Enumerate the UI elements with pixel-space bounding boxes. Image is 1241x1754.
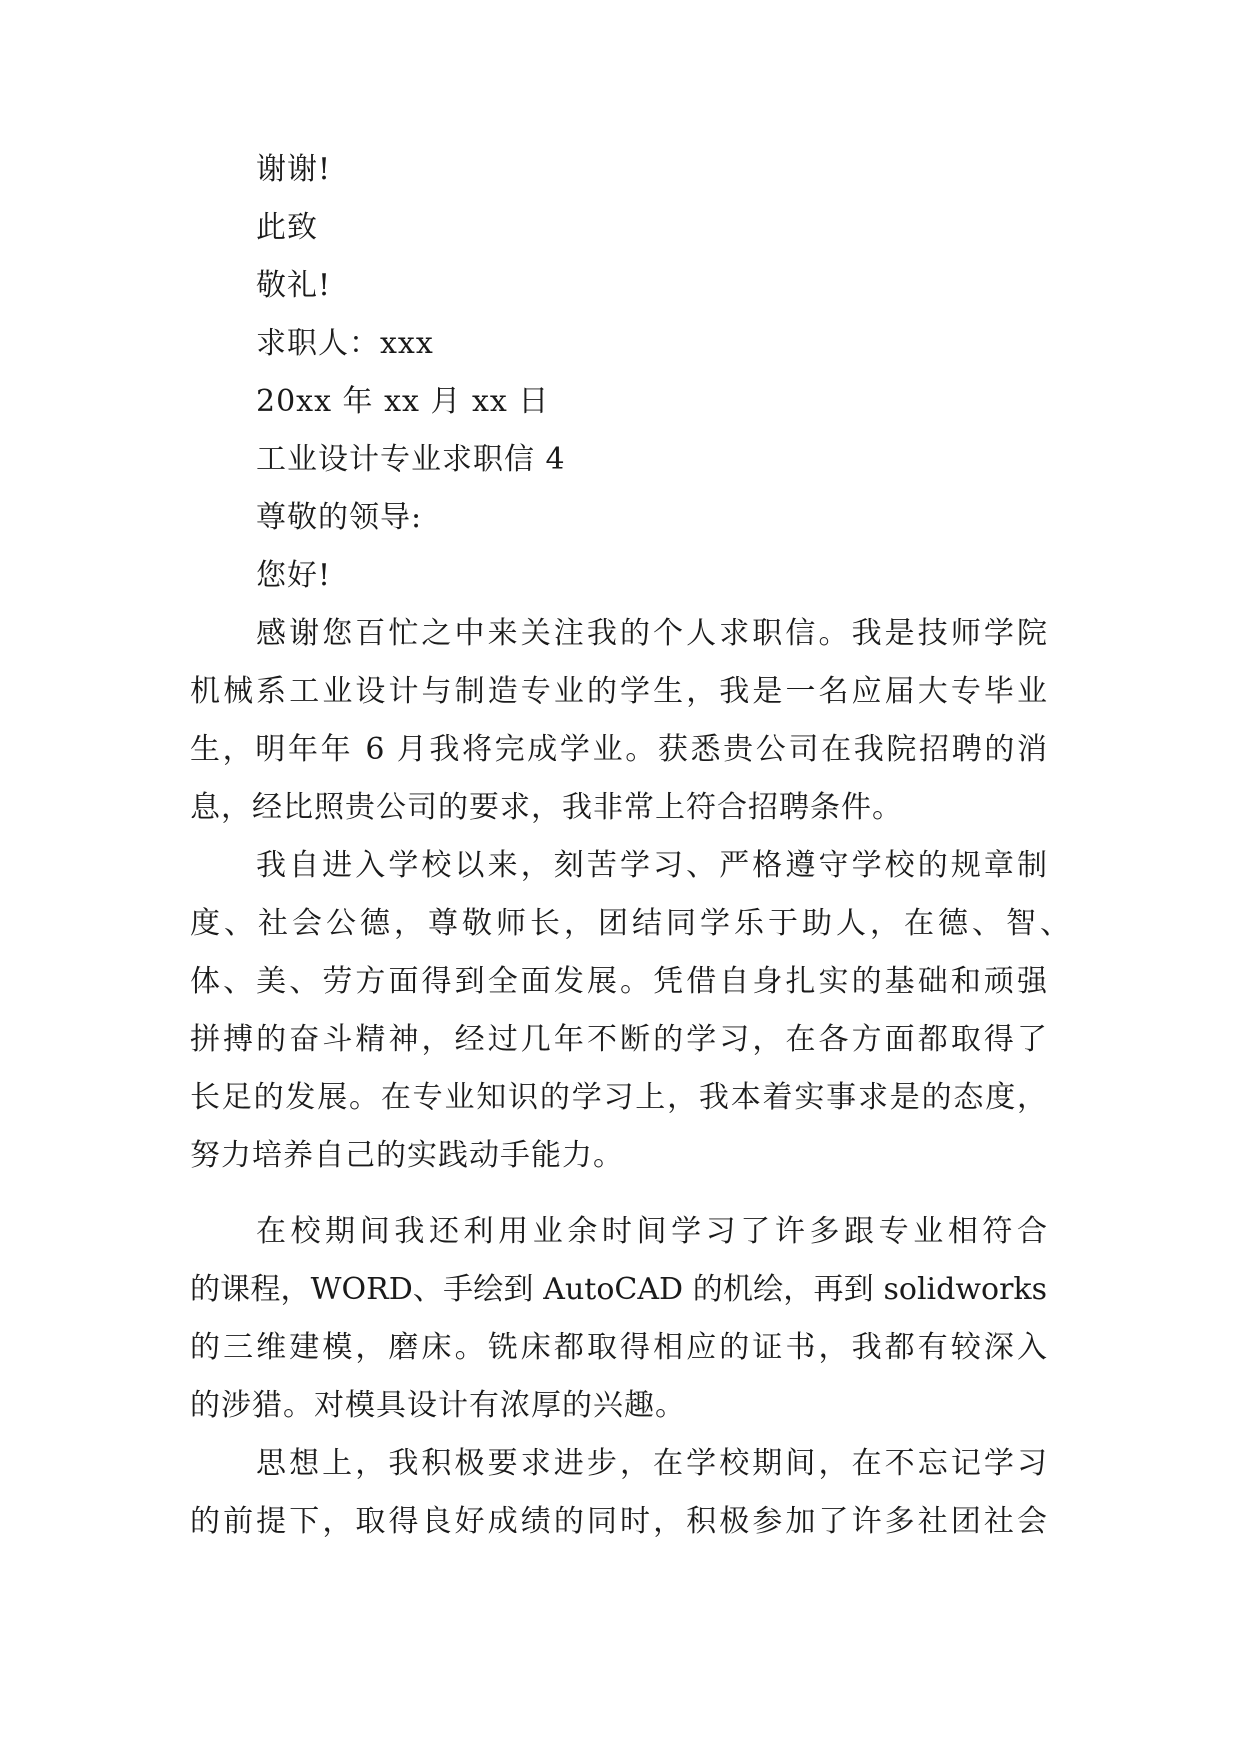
paragraph-4-line-1: 思想上，我积极要求进步，在学校期间，在不忘记学习 <box>256 1446 1047 1481</box>
letter-salutation: 尊敬的领导: <box>256 500 423 535</box>
paragraph-3-line-4: 的涉猎。对模具设计有浓厚的兴趣。 <box>190 1388 686 1423</box>
letter-title: 工业设计专业求职信 4 <box>256 442 566 477</box>
paragraph-2-line-3: 体、美、劳方面得到全面发展。凭借自身扎实的基础和顽强 <box>190 964 1047 999</box>
paragraph-2-line-5: 长足的发展。在专业知识的学习上，我本着实事求是的态度， <box>190 1080 1047 1115</box>
paragraph-1-line-3: 生，明年年 6 月我将完成学业。获悉贵公司在我院招聘的消 <box>190 732 1047 767</box>
closing-regards-2: 敬礼! <box>256 268 332 303</box>
letter-greeting: 您好! <box>256 558 332 593</box>
paragraph-3-line-3: 的三维建模，磨床。铣床都取得相应的证书，我都有较深入 <box>190 1330 1047 1365</box>
paragraph-1-line-2: 机械系工业设计与制造专业的学生，我是一名应届大专毕业 <box>190 674 1047 709</box>
paragraph-2-line-1: 我自进入学校以来，刻苦学习、严格遵守学校的规章制 <box>256 848 1047 883</box>
closing-date: 20xx 年 xx 月 xx 日 <box>256 384 550 419</box>
paragraph-2-line-4: 拼搏的奋斗精神，经过几年不断的学习，在各方面都取得了 <box>190 1022 1047 1057</box>
closing-regards-1: 此致 <box>256 210 318 245</box>
paragraph-2-line-2: 度、社会公德，尊敬师长，团结同学乐于助人，在德、智、 <box>190 906 1070 941</box>
paragraph-3-line-2: 的课程，WORD、手绘到 AutoCAD 的机绘，再到 solidworks <box>190 1272 1047 1307</box>
paragraph-1-line-4: 息，经比照贵公司的要求，我非常上符合招聘条件。 <box>190 790 903 825</box>
paragraph-2-line-6: 努力培养自己的实践动手能力。 <box>190 1138 624 1173</box>
paragraph-3-line-1: 在校期间我还利用业余时间学习了许多跟专业相符合 <box>256 1214 1047 1249</box>
closing-applicant: 求职人：xxx <box>256 326 434 361</box>
paragraph-1-line-1: 感谢您百忙之中来关注我的个人求职信。我是技师学院 <box>256 616 1047 651</box>
paragraph-4-line-2: 的前提下，取得良好成绩的同时，积极参加了许多社团社会 <box>190 1504 1047 1539</box>
closing-thanks: 谢谢! <box>256 152 332 187</box>
